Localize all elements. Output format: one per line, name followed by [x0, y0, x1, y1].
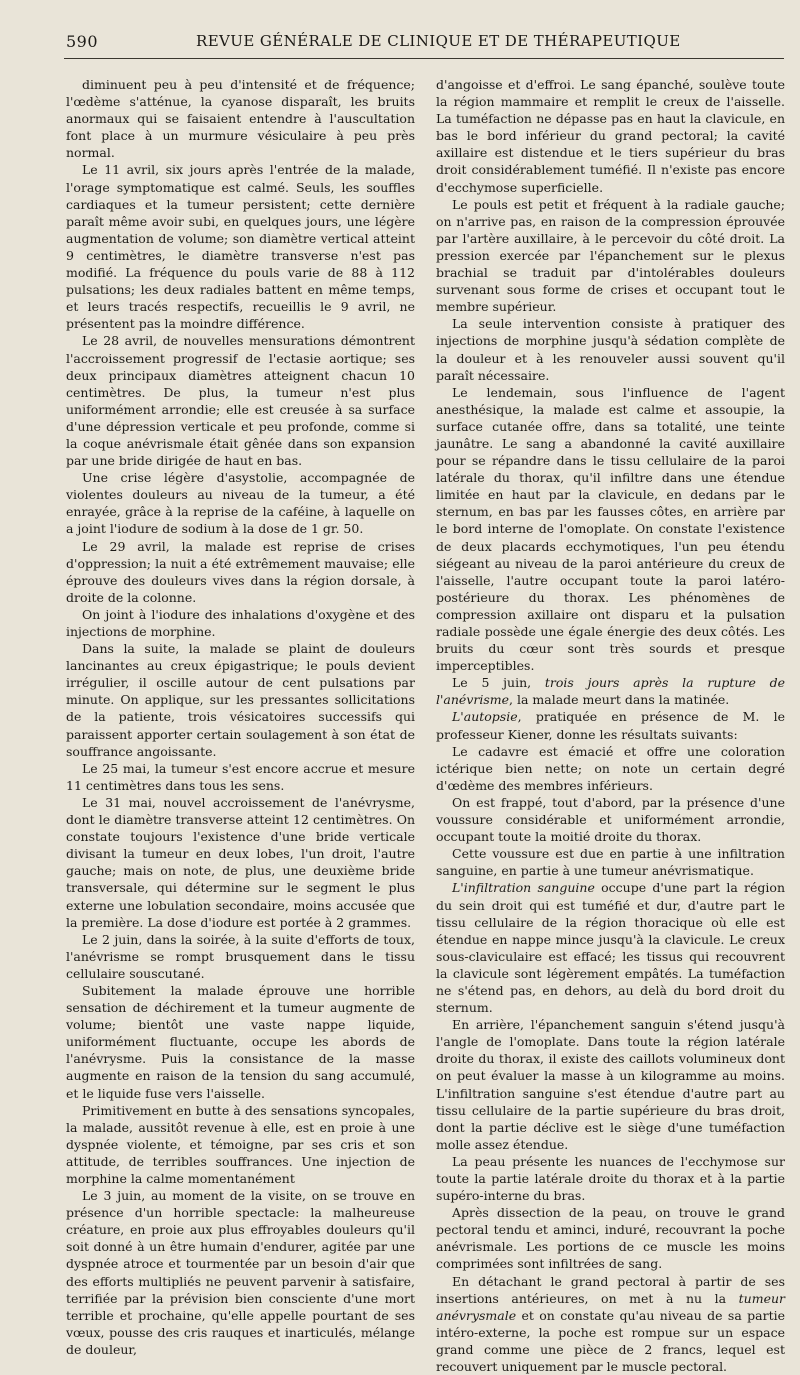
- paragraph-text: Le 5 juin,: [452, 675, 545, 691]
- paragraph-text: On est frappé, tout d'abord, par la présence d'une voussure considérable et uniformément arrondie, occupant toute la moitié droite du thorax.: [436, 794, 785, 845]
- paragraph: [66, 606, 415, 640]
- paragraph: [436, 1016, 785, 1153]
- left-column: [66, 76, 415, 1357]
- paragraph: [436, 845, 785, 879]
- paragraph-text: On joint à l'iodure des inhalations d'oxygène et des injections de morphine.: [66, 606, 415, 639]
- paragraph-text: Le 28 avril, de nouvelles mensurations démontrent l'accroissement progressif de l'ectasie aortique; ses deux principaux diamètres atteignent chacun 10 centimètres. De plus, la tumeur n'est plus uniformément arrondie; elle est creusée à sa surface d'une dépression verticale et peu profonde, comme si la coque anévrismale était gênée dans son expansion par une bride dirigée de haut en bas.: [66, 333, 415, 469]
- paragraph-text: Le 25 mai, la tumeur s'est encore accrue et mesure 11 centimètres dans tous les sens.: [66, 760, 415, 793]
- paragraph-text-after: , pratiquée en présence de M. le professeur Kiener, donne les résultats suivants:: [436, 709, 785, 742]
- paragraph-text: Le 29 avril, la malade est reprise de crises d'oppression; la nuit a été extrêmement mauvaise; elle éprouve des douleurs vives dans la région dorsale, à droite de la colonne.: [66, 538, 415, 605]
- paragraph: [436, 384, 785, 675]
- paragraph: [66, 161, 415, 332]
- paragraph-text: La peau présente les nuances de l'ecchymose sur toute la partie latérale droite du thorax et à la partie supéro-interne du bras.: [436, 1153, 785, 1204]
- paragraph: [436, 794, 785, 845]
- paragraph-text: Le lendemain, sous l'influence de l'agent anesthésique, la malade est calme et assoupie, la surface cutanée offre, dans sa totalité, une teinte jaunâtre. Le sang a abandonné la cavité auxillaire pour se répandre dans le tissu cellulaire de la paroi latérale du thorax, qu'il infiltre dans une étendue limitée en haut par la clavicule, en dedans par le sternum, en bas par les fausses côtes, en arrière par le bord interne de l'omoplate. On constate l'existence de deux placards ecchymotiques, l'un peu étendu siégeant au niveau de la paroi antérieure du creux de l'aisselle, l'autre occupant toute la paroi latéro-postérieure du thorax. Les phénomènes de compression axillaire ont disparu et la pulsation radiale possède une égale énergie des deux côtés. Les bruits du cœur sont très sourds et presque imperceptibles.: [436, 384, 785, 674]
- paragraph-text: Le pouls est petit et fréquent à la radiale gauche; on n'arrive pas, en raison de la compression éprouvée par l'artère auxillaire, à le percevoir du côté droit. La pression exercée par l'épanchement sur le plexus brachial se traduit par d'intolérables douleurs survenant sous forme de crises et occupant tout le membre supérieur.: [436, 196, 785, 315]
- paragraph-text: Le 11 avril, six jours après l'entrée de la malade, l'orage symptomatique est calmé. Seuls, les souffles cardiaques et la tumeur persistent; cette dernière paraît même avoir subi, en quelques jours, une légère augmentation de volume; son diamètre vertical atteint 9 centimètres, le diamètre transverse n'est pas modifié. La fréquence du pouls varie de 88 à 112 pulsations; les deux radiales battent en même temps, et leurs tracés respectifs, recueillis le 9 avril, ne présentent pas la moindre différence.: [66, 162, 415, 332]
- italic-text: L'infiltration sanguine: [452, 880, 595, 896]
- paragraph-text: Subitement la malade éprouve une horrible sensation de déchirement et la tumeur augmente de volume; bientôt une vaste nappe liquide, uniformément fluctuante, occupe les abords de l'anévrysme. Puis la consistance de la masse augmente en raison de la tension du sang accumulé, et le liquide fuse vers l'aisselle.: [66, 982, 415, 1101]
- paragraph-text: Après dissection de la peau, on trouve le grand pectoral tendu et aminci, induré, recouvrant la poche anévrismale. Les portions de ce muscle les moins comprimées sont infiltrées de sang.: [436, 1205, 785, 1272]
- paragraph-text-after: occupe d'une part la région du sein droit qui est tuméfié et dur, d'autre part le tissu cellulaire de la région thoracique où elle est étendue en nappe mince jusqu'à la clavicule. Le creux sous-claviculaire est effacé; les tissus qui recouvrent la clavicule sont légèrement empâtés. La tuméfaction ne s'étend pas, en dehors, au delà du bord droit du sternum.: [436, 880, 785, 1016]
- paragraph-text: Une crise légère d'asystolie, accompagnée de violentes douleurs au niveau de la tumeur, a été enrayée, grâce à la reprise de la caféine, à laquelle on a joint l'iodure de sodium à la dose de 1 gr. 50.: [66, 470, 415, 537]
- paragraph: [66, 760, 415, 794]
- paragraph-text: Dans la suite, la malade se plaint de douleurs lancinantes au creux épigastrique; le pouls devient irrégulier, il oscille autour de cent pulsations par minute. On applique, sur les pressantes sollicitations de la patiente, trois vésicatoires successifs qui paraissent apporter certain soulagement à son état de souffrance angoissante.: [66, 641, 415, 759]
- italic-text: tumeur anévrysmale: [436, 1290, 785, 1323]
- italic-text: trois jours après la rupture de l'anévrisme: [436, 675, 785, 708]
- running-title: REVUE GÉNÉRALE DE CLINIQUE ET DE THÉRAPEUTIQUE: [196, 32, 681, 50]
- paragraph: [66, 794, 415, 931]
- paragraph-text: Le 31 mai, nouvel accroissement de l'anévrysme, dont le diamètre transverse atteint 12 centimètres. On constate toujours l'existence d'une bride verticale divisant la tumeur en deux lobes, l'un droit, l'autre gauche; mais on note, de plus, une deuxième bride transversale, qui détermine sur le segment le plus externe une lobulation secondaire, moins accusée que la première. La dose d'iodure est portée à 2 grammes.: [66, 794, 415, 930]
- paragraph: [436, 1273, 785, 1375]
- page-header: [64, 30, 784, 59]
- paragraph: [436, 674, 785, 708]
- paragraph: [66, 1102, 415, 1187]
- paragraph-text: d'angoisse et d'effroi. Le sang épanché, soulève toute la région mammaire et remplit le creux de l'aisselle. La tuméfaction ne dépasse pas en haut la clavicule, en bas le bord inférieur du grand pectoral; la cavité axillaire est distendue et le tiers supérieur du bras droit considérablement tuméfié. Il n'existe pas encore d'ecchymose superficielle.: [436, 77, 785, 195]
- paragraph: [436, 1204, 785, 1272]
- page-number: 590: [66, 32, 99, 51]
- paragraph-text: diminuent peu à peu d'intensité et de fréquence; l'œdème s'atténue, la cyanose disparaît, les bruits anormaux qui se faisaient entendre à l'auscultation font place à un murmure vésiculaire à peu près normal.: [66, 77, 415, 161]
- paragraph: [66, 931, 415, 982]
- paragraph: [66, 982, 415, 1102]
- paragraph-text: Cette voussure est due en partie à une infiltration sanguine, en partie à une tumeur anévrismatique.: [436, 846, 785, 879]
- italic-text: L'autopsie: [452, 709, 518, 725]
- paragraph: [436, 743, 785, 794]
- paragraph-text-after: et on constate qu'au niveau de sa partie intéro-externe, la poche est rompue sur un espace grand comme une pièce de 2 francs, lequel est recouvert uniquement par le muscle pectoral.: [436, 1307, 785, 1375]
- paragraph: [66, 469, 415, 537]
- paragraph: [66, 1187, 415, 1358]
- paragraph: [66, 538, 415, 606]
- paragraph-text: La seule intervention consiste à pratiquer des injections de morphine jusqu'à sédation complète de la douleur et à les renouveler aussi souvent qu'il paraît nécessaire.: [436, 316, 785, 383]
- paragraph-text: Le cadavre est émacié et offre une coloration ictérique bien nette; on note un certain degré d'œdème des membres inférieurs.: [436, 743, 785, 793]
- paragraph: [66, 332, 415, 469]
- paragraph: [436, 1153, 785, 1204]
- paragraph: [66, 76, 415, 161]
- paragraph: [436, 315, 785, 383]
- paragraph: [436, 879, 785, 1016]
- paragraph: [436, 76, 785, 196]
- paragraph-text: En détachant le grand pectoral à partir de ses insertions antérieures, on met à nu la: [436, 1273, 785, 1306]
- paragraph-text: Le 3 juin, au moment de la visite, on se trouve en présence d'un horrible spectacle: la malheureuse créature, en proie aux plus effroyables douleurs qu'il soit donné à un être humain d'endurer, agitée par une dyspnée atroce et tourmentée par un besoin d'air que des efforts multipliés ne peuvent parvenir à satisfaire, terrifiée par la prévision bien consciente d'une mort terrible et prochaine, qu'elle appelle pourtant de ses vœux, pousse des cris rauques et inarticulés, mélange de douleur,: [66, 1188, 415, 1357]
- paragraph: [436, 196, 785, 316]
- paragraph-text: Primitivement en butte à des sensations syncopales, la malade, aussitôt revenue à elle, est en proie à une dyspnée violente, et témoigne, par ses cris et son attitude, de terribles souffrances. Une injection de morphine la calme momentanément: [66, 1102, 415, 1186]
- right-column: [436, 76, 785, 1375]
- paragraph-text: En arrière, l'épanchement sanguin s'étend jusqu'à l'angle de l'omoplate. Dans toute la région latérale droite du thorax, il existe des caillots volumineux dont on peut évaluer la masse à un kilogramme au moins. L'infiltration sanguine s'est étendue d'autre part au tissu cellulaire de la partie supérieure du bras droit, dont la partie déclive est le siège d'une tuméfaction molle assez étendue.: [436, 1017, 785, 1152]
- paragraph-text-after: , la malade meurt dans la matinée.: [509, 692, 730, 708]
- paragraph-text: Le 2 juin, dans la soirée, à la suite d'efforts de toux, l'anévrisme se rompt brusquement dans le tissu cellulaire souscutané.: [66, 931, 415, 981]
- paragraph: [436, 708, 785, 742]
- paragraph: [66, 640, 415, 760]
